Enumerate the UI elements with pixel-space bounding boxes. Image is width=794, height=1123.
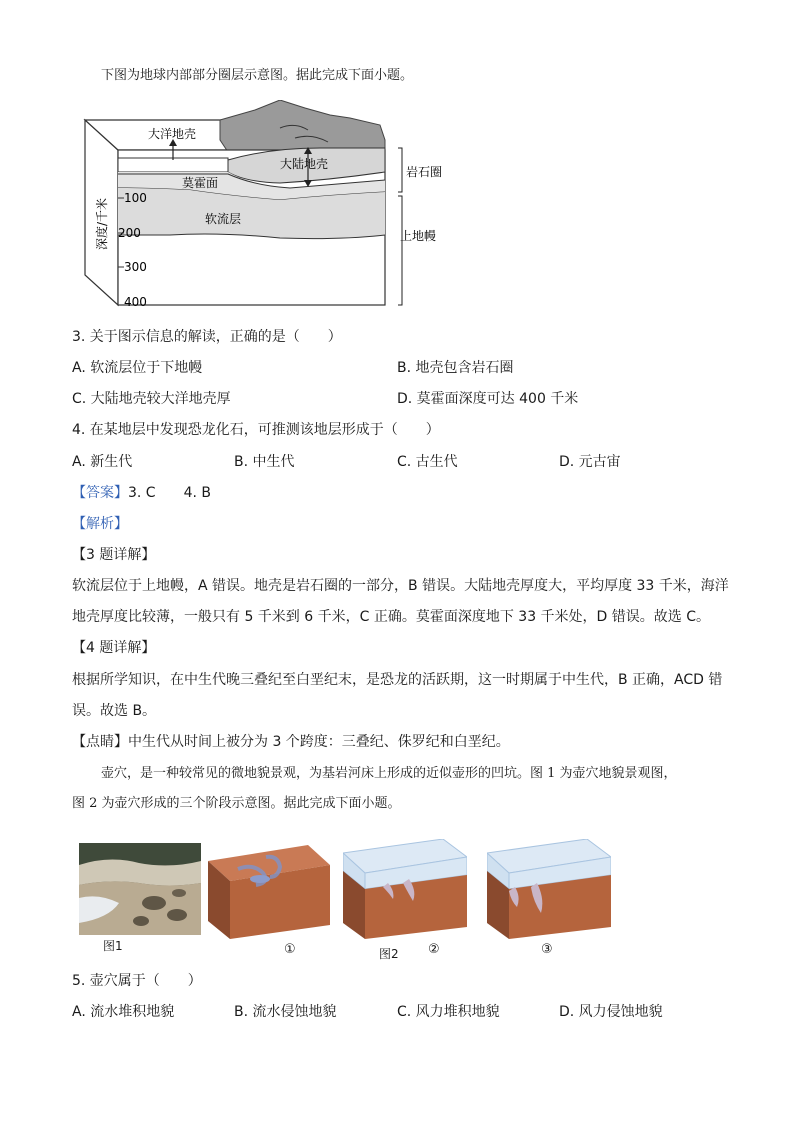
detail4-line2: 误。故选 B。: [72, 703, 157, 719]
intro-text-1: 下图为地球内部部分圈层示意图。据此完成下面小题。: [101, 68, 414, 83]
tick-100: 100: [124, 191, 147, 205]
tick-300: 300: [124, 260, 147, 274]
q4-option-d: D. 元古宙: [559, 454, 621, 470]
label-upper-mantle: 上地幔: [400, 229, 437, 243]
intro-text-2-line2: 图 2 为壶穴形成的三个阶段示意图。据此完成下面小题。: [72, 796, 401, 811]
q3-stem: 3. 关于图示信息的解读，正确的是（ ）: [72, 329, 342, 345]
answer-line: [72, 483, 211, 503]
fig2-label: 图2: [379, 947, 399, 961]
q3-option-b: B. 地壳包含岩石圈: [397, 360, 514, 376]
point-text: 中生代从时间上被分为 3 个跨度：三叠纪、侏罗纪和白垩纪。: [128, 734, 510, 750]
tick-200: 200: [118, 226, 141, 240]
q4-option-b: B. 中生代: [234, 454, 295, 470]
q4-option-a: A. 新生代: [72, 454, 133, 470]
pothole-photo: [79, 843, 201, 935]
stage2-label: ②: [428, 942, 440, 957]
detail4-line1: 根据所学知识，在中生代晚三叠纪至白垩纪末，是恐龙的活跃期，这一时期属于中生代，B 正确，ACD 错: [72, 672, 723, 688]
q5-option-b: B. 流水侵蚀地貌: [234, 1004, 337, 1020]
detail3-tag: 【3 题详解】: [72, 547, 156, 563]
q5-option-a: A. 流水堆积地貌: [72, 1004, 175, 1020]
fig1-label: 图1: [103, 939, 123, 953]
intro-text-2-line1: 壶穴，是一种较常见的微地貌景观，为基岩河床上形成的近似壶形的凹坑。图 1 为壶穴地貌景观图，: [101, 766, 677, 781]
detail3-line1: 软流层位于上地幔，A 错误。地壳是岩石圈的一部分，B 错误。大陆地壳厚度大，平均厚度 33 千米，海洋: [72, 578, 729, 594]
q5-option-c: C. 风力堆积地貌: [397, 1004, 500, 1020]
q3-option-a: A. 软流层位于下地幔: [72, 360, 203, 376]
earth-layers-diagram: [80, 100, 460, 310]
q5-option-d: D. 风力侵蚀地貌: [559, 1004, 663, 1020]
label-moho: 莫霍面: [182, 176, 219, 190]
answer-text: 3. C 4. B: [128, 485, 211, 501]
label-lithosphere: 岩石圈: [406, 165, 443, 179]
detail3-line2: 地壳厚度比较薄，一般只有 5 千米到 6 千米，C 正确。莫霍面深度地下 33 千米处，D 错误。故选 C。: [72, 609, 711, 625]
detail4-tag: 【4 题详解】: [72, 640, 156, 656]
stage1-label: ①: [284, 942, 296, 957]
answer-tag: 【答案】: [72, 485, 128, 501]
depth-axis-label: 深度/千米: [95, 197, 109, 250]
q3-option-d: D. 莫霍面深度可达 400 千米: [397, 391, 579, 407]
pothole-stage-1-diagram: [208, 843, 330, 943]
label-asthenosphere: 软流层: [205, 212, 242, 226]
point-tag: 【点睛】: [72, 734, 128, 750]
tick-400: 400: [124, 295, 147, 309]
label-continent-crust: 大陆地壳: [280, 157, 329, 171]
label-ocean-crust: 大洋地壳: [148, 127, 197, 141]
q5-stem: 5. 壶穴属于（ ）: [72, 973, 202, 989]
stage3-label: ③: [541, 942, 553, 957]
q4-stem: 4. 在某地层中发现恐龙化石，可推测该地层形成于（ ）: [72, 422, 440, 438]
point-line: [72, 732, 510, 752]
q3-option-c: C. 大陆地壳较大洋地壳厚: [72, 391, 231, 407]
pothole-stage-3-diagram: [487, 839, 611, 943]
analysis-tag: 【解析】: [72, 516, 128, 532]
q4-option-c: C. 古生代: [397, 454, 458, 470]
pothole-stage-2-diagram: [343, 839, 467, 943]
